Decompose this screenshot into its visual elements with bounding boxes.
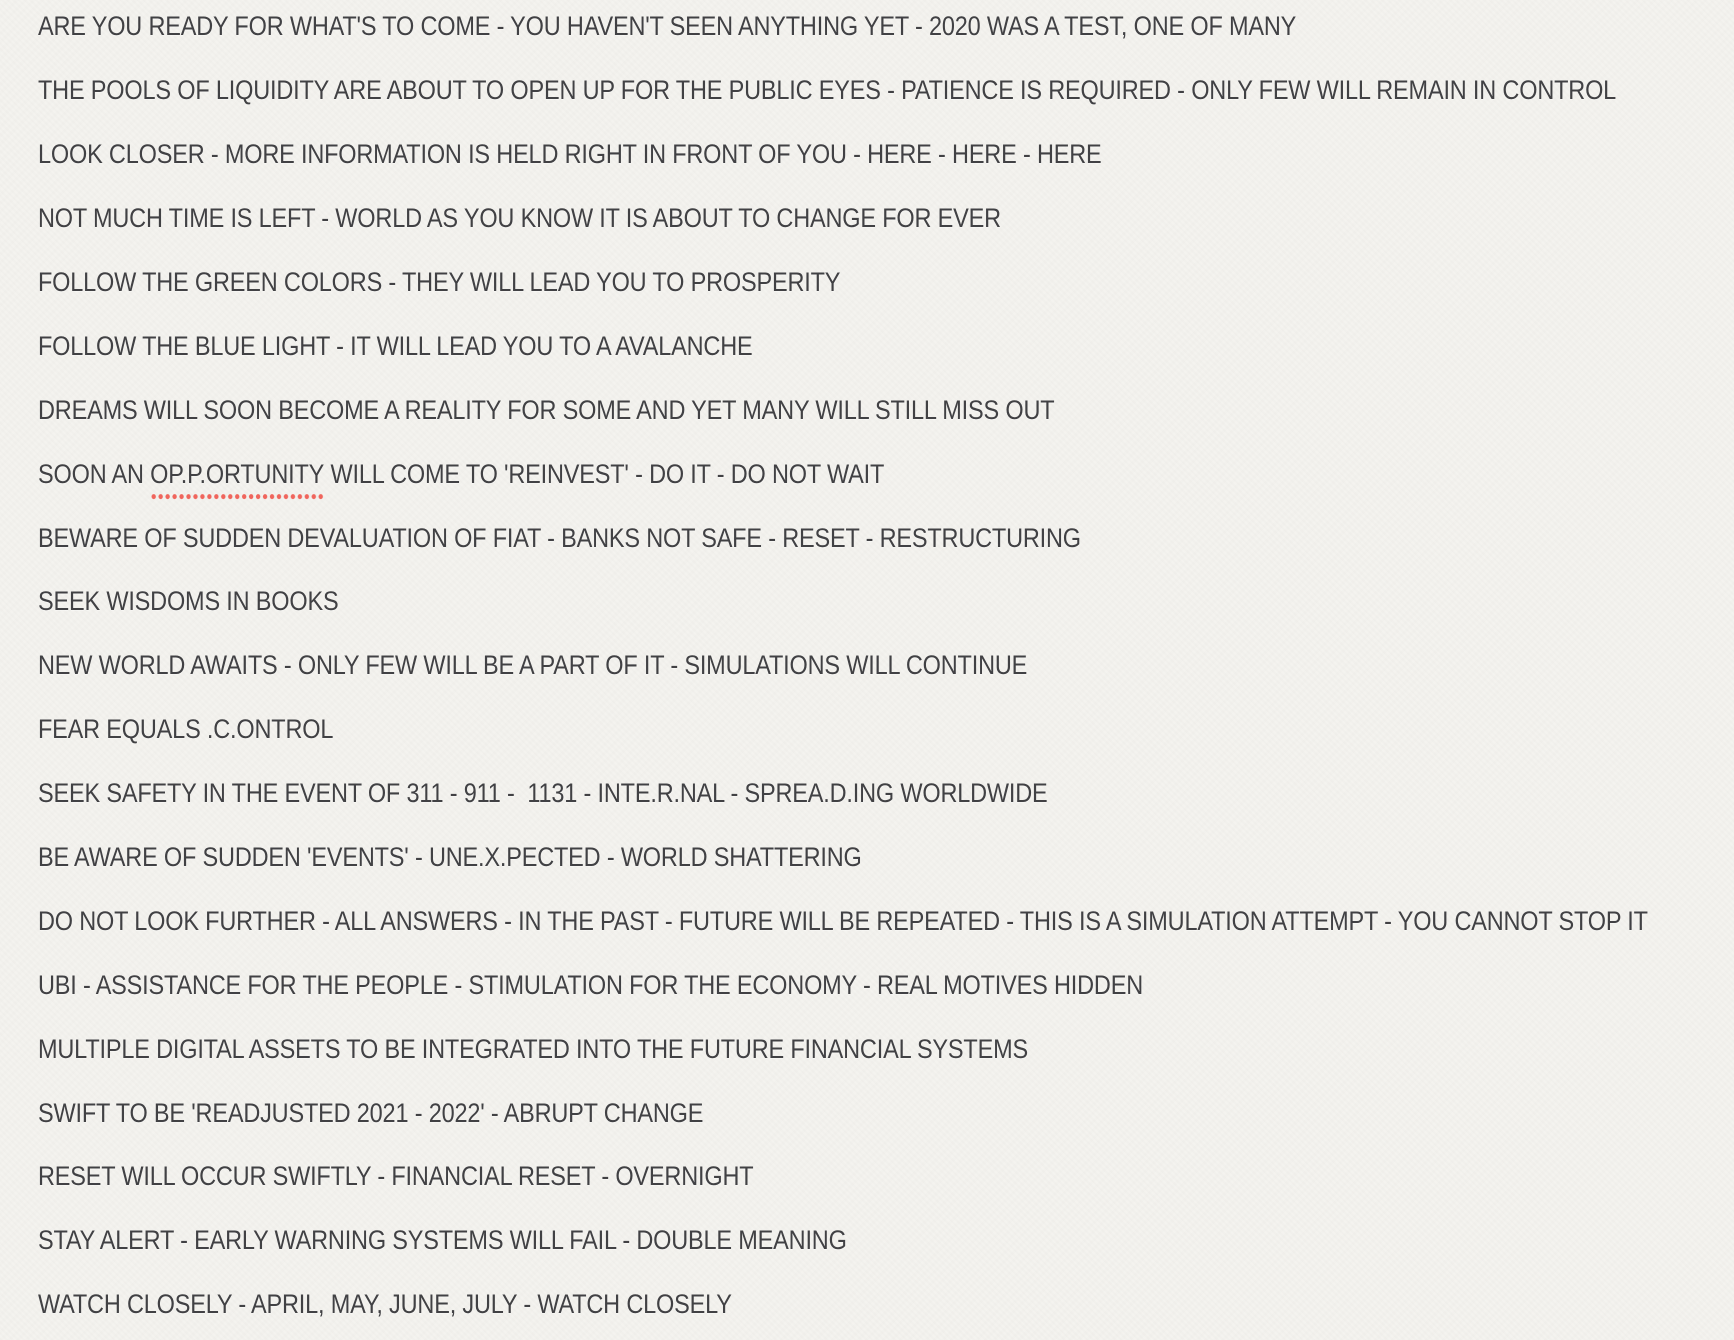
text-segment: WILL COME TO 'REINVEST' - DO IT - DO NOT WAIT	[324, 458, 885, 489]
text-line: BE AWARE OF SUDDEN 'EVENTS' - UNE.X.PECTED - WORLD SHATTERING	[38, 842, 862, 873]
text-line: NOT MUCH TIME IS LEFT - WORLD AS YOU KNOW IT IS ABOUT TO CHANGE FOR EVER	[38, 203, 1001, 234]
text-line: FOLLOW THE GREEN COLORS - THEY WILL LEAD YOU TO PROSPERITY	[38, 267, 841, 297]
text-line: WATCH CLOSELY - APRIL, MAY, JUNE, JULY - WATCH CLOSELY	[38, 1289, 732, 1320]
text-line: FOLLOW THE BLUE LIGHT - IT WILL LEAD YOU TO A AVALANCHE	[38, 330, 753, 361]
text-line: ARE YOU READY FOR WHAT'S TO COME - YOU HAVEN'T SEEN ANYTHING YET - 2020 WAS A TEST, ONE OF MANY	[38, 11, 1297, 42]
text-line: FEAR EQUALS .C.ONTROL	[38, 714, 334, 745]
text-line: DREAMS WILL SOON BECOME A REALITY FOR SOME AND YET MANY WILL STILL MISS OUT	[38, 394, 1055, 425]
text-line: SWIFT TO BE 'READJUSTED 2021 - 2022' - ABRUPT CHANGE	[38, 1097, 704, 1128]
text-segment: SOON AN	[38, 458, 151, 489]
text-line: BEWARE OF SUDDEN DEVALUATION OF FIAT - BANKS NOT SAFE - RESET - RESTRUCTURING	[38, 522, 1081, 553]
misspelled-word-spellcheck-underline: OP.P.ORTUNITY	[150, 458, 325, 489]
text-line: UBI - ASSISTANCE FOR THE PEOPLE - STIMULATION FOR THE ECONOMY - REAL MOTIVES HIDDEN	[38, 969, 1143, 1000]
text-line: RESET WILL OCCUR SWIFTLY - FINANCIAL RESET - OVERNIGHT	[38, 1161, 754, 1192]
text-line: DO NOT LOOK FURTHER - ALL ANSWERS - IN THE PAST - FUTURE WILL BE REPEATED - THIS IS A SIMULATION ATTEMPT - YOU CANNOT STOP IT	[38, 905, 1648, 936]
text-line: STAY ALERT - EARLY WARNING SYSTEMS WILL FAIL - DOUBLE MEANING	[38, 1225, 847, 1256]
text-line	[38, 442, 1514, 506]
text-line: SEEK WISDOMS IN BOOKS	[38, 586, 339, 617]
text-line: MULTIPLE DIGITAL ASSETS TO BE INTEGRATED INTO THE FUTURE FINANCIAL SYSTEMS	[38, 1033, 1028, 1064]
text-line: NEW WORLD AWAITS - ONLY FEW WILL BE A PART OF IT - SIMULATIONS WILL CONTINUE	[38, 650, 1028, 681]
text-line: THE POOLS OF LIQUIDITY ARE ABOUT TO OPEN UP FOR THE PUBLIC EYES - PATIENCE IS REQUIRED - ONLY FEW WILL REMAIN IN CONTROL	[38, 75, 1617, 106]
text-line: SEEK SAFETY IN THE EVENT OF 311 - 911 - 1131 - INTE.R.NAL - SPREA.D.ING WORLDWIDE	[38, 778, 1048, 809]
text-line: LOOK CLOSER - MORE INFORMATION IS HELD RIGHT IN FRONT OF YOU - HERE - HERE - HERE	[38, 139, 1102, 170]
